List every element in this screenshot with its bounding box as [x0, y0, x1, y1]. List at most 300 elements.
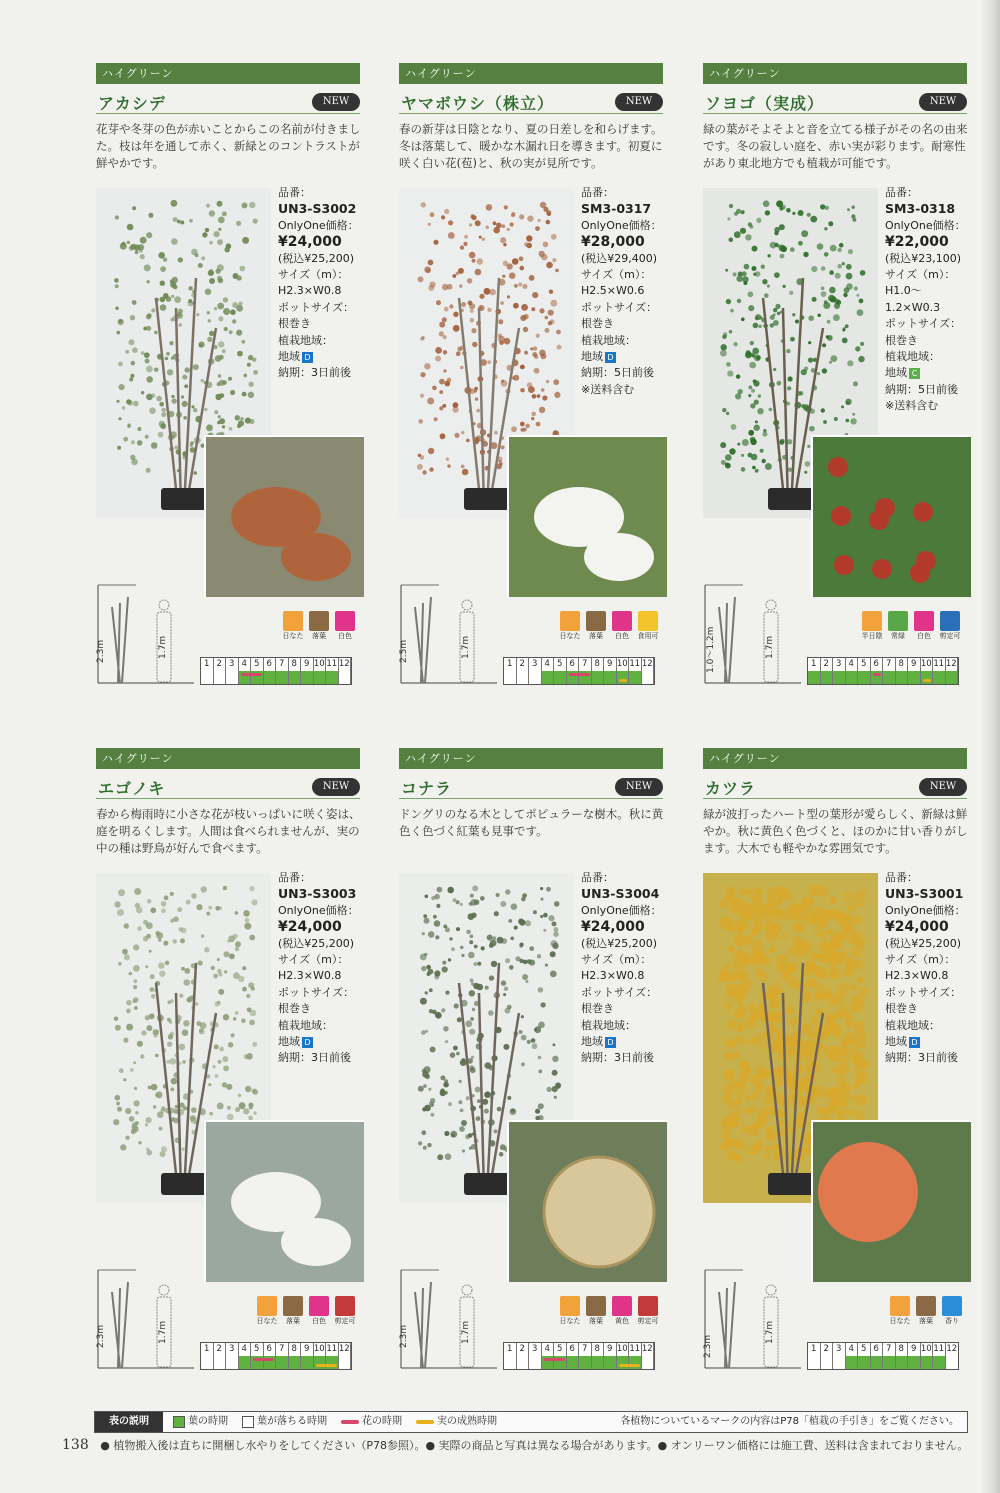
- month-cell: [226, 658, 239, 684]
- month-cell: [339, 1343, 352, 1369]
- month-number: 1: [504, 658, 516, 671]
- legend-label: 実の成熟時期: [437, 1416, 497, 1427]
- zone-prefix: 地域: [278, 350, 300, 364]
- month-number: 5: [554, 658, 566, 671]
- flower-period-bar: [569, 673, 590, 676]
- month-cell: [629, 658, 642, 684]
- feature-icon-caption: 落葉: [589, 632, 603, 640]
- size-label: サイズ（m）：: [581, 268, 652, 282]
- month-number: 12: [945, 659, 957, 669]
- month-calendar: [807, 657, 959, 685]
- month-calendar: [503, 657, 655, 685]
- month-calendar: [200, 1342, 352, 1370]
- leaf-period-fill: [567, 1356, 579, 1369]
- zone-badge: D: [909, 1037, 920, 1048]
- divider: [96, 113, 360, 114]
- delivery-row: [581, 365, 671, 381]
- legend-item: [341, 1412, 402, 1432]
- month-cell: [201, 1343, 214, 1369]
- leaf-period-fill: [517, 671, 529, 684]
- zone-prefix: 地域: [278, 1035, 300, 1049]
- product-name: カツラ: [705, 779, 757, 798]
- leaf-period-fill: [908, 1356, 920, 1369]
- leaf-period-fill: [883, 671, 895, 684]
- zone-label: 植栽地域：: [581, 1018, 636, 1032]
- feature-icon-caption: 剪定可: [939, 632, 961, 640]
- month-number: 12: [641, 1344, 653, 1354]
- month-number: 12: [338, 1344, 350, 1354]
- feature-icon-cell: [308, 611, 330, 651]
- product-price: ¥24,000: [278, 234, 342, 251]
- leaf-period-fill: [529, 671, 541, 684]
- product-price: ¥24,000: [278, 919, 342, 936]
- legend-swatch: [173, 1416, 185, 1428]
- product-price: ¥28,000: [581, 234, 645, 251]
- zone-label: 植栽地域：: [885, 350, 940, 364]
- leaf-period-fill: [226, 1356, 238, 1369]
- month-number: 5: [858, 1343, 870, 1356]
- zone-badge: D: [605, 1037, 616, 1048]
- code-label: 品番：: [885, 871, 918, 884]
- leaf-period-fill: [239, 1356, 251, 1369]
- leaf-period-fill: [592, 1356, 604, 1369]
- product-code: SM3-0318: [885, 201, 956, 217]
- legend-note: 各植物についているマークの内容はP78「植栽の手引き」をご覧ください。: [620, 1416, 959, 1427]
- height-scale: [399, 583, 499, 688]
- product-card: [399, 63, 667, 703]
- product-size: H2.5×W0.6: [581, 284, 645, 298]
- detail-photo: [811, 1120, 971, 1282]
- footer-notes: ● 植物搬入後は直ちに開梱し水やりをしてください（P78参照）。● 実際の商品と写真は異なる場合があります。● オンリーワン価格には施工費、送料は含まれておりません。: [100, 1439, 969, 1452]
- month-number: 11: [629, 1344, 641, 1354]
- month-number: 4: [239, 658, 251, 671]
- month-number: 8: [592, 1343, 604, 1356]
- month-cell: [264, 1343, 277, 1369]
- tree-height-label: 2.3m: [399, 1324, 409, 1348]
- leaf-period-fill: [821, 671, 833, 684]
- zone-prefix: 地域: [581, 1035, 603, 1049]
- month-number: 5: [554, 1343, 566, 1356]
- leaf-period-fill: [946, 1356, 959, 1369]
- leaf-period-fill: [314, 1356, 326, 1369]
- legend-label: 葉の時期: [188, 1416, 228, 1427]
- new-badge: NEW: [919, 93, 967, 111]
- flower-icon: [335, 611, 355, 631]
- month-cell: [301, 1343, 314, 1369]
- zone-badge: D: [605, 352, 616, 363]
- delivery-value: 5日前後: [614, 366, 654, 380]
- size-label: サイズ（m）：: [885, 268, 956, 282]
- month-number: 9: [604, 658, 616, 671]
- month-number: 4: [846, 1343, 858, 1356]
- month-number: 1: [808, 658, 820, 671]
- person-height-label: 1.7m: [158, 635, 168, 659]
- month-number: 4: [239, 1343, 251, 1356]
- month-cell: [933, 1343, 946, 1369]
- legend-title: 表の説明: [95, 1412, 163, 1432]
- legend-swatch: [416, 1420, 434, 1424]
- leaf-period-fill: [629, 671, 641, 684]
- feature-icon-caption: 黄色: [615, 1317, 629, 1325]
- category-bar: ハイグリーン: [96, 63, 360, 84]
- no-pruning-icon: [638, 1296, 658, 1316]
- month-number: 9: [301, 1343, 313, 1356]
- product-code: UN3-S3004: [581, 886, 660, 902]
- edible-fruit-icon: [638, 611, 658, 631]
- feature-icon-cell: [861, 611, 883, 651]
- month-cell: [542, 1343, 555, 1369]
- product-description: 春の新芽は日陰となり、夏の日差しを和らげます。冬は落葉して、暖かな木漏れ日を導きます。初夏に咲く白い花(苞)と、秋の実が見所です。: [399, 122, 663, 170]
- leaf-period-fill: [214, 671, 226, 684]
- month-number: 6: [567, 658, 579, 671]
- leaf-period-fill: [896, 671, 908, 684]
- divider: [96, 798, 360, 799]
- month-cell: [276, 1343, 289, 1369]
- legend: [94, 1411, 968, 1433]
- feature-icon-cell: [585, 1296, 607, 1336]
- deciduous-leaf-icon: [916, 1296, 936, 1316]
- month-number: 1: [201, 1343, 213, 1356]
- evergreen-leaf-icon: [888, 611, 908, 631]
- category-bar: ハイグリーン: [703, 63, 967, 84]
- height-scale: [96, 583, 196, 688]
- month-number: 3: [833, 658, 845, 671]
- product-info: [581, 870, 671, 1067]
- price-label: OnlyOne価格：: [581, 218, 662, 232]
- month-number: 2: [517, 658, 529, 671]
- month-cell: [858, 658, 871, 684]
- delivery-value: 3日前後: [918, 1051, 958, 1065]
- leaf-period-fill: [933, 671, 945, 684]
- month-number: 3: [226, 1343, 238, 1356]
- zone-badge: C: [909, 368, 920, 379]
- leaf-period-fill: [921, 1356, 933, 1369]
- month-cell: [833, 658, 846, 684]
- month-cell: [326, 658, 339, 684]
- month-cell: [642, 658, 655, 684]
- month-cell: [567, 658, 580, 684]
- feature-icon-cell: [637, 1296, 659, 1336]
- month-cell: [289, 658, 302, 684]
- feature-icon-cell: [887, 611, 909, 651]
- leaf-period-fill: [821, 1356, 833, 1369]
- price-tax: (税込¥25,200): [581, 936, 658, 950]
- product-name: エゴノキ: [98, 779, 166, 798]
- leaf-period-fill: [642, 671, 654, 684]
- code-label: 品番：: [278, 186, 311, 199]
- feature-icon-caption: 食用可: [637, 632, 659, 640]
- delivery-row: [278, 1050, 368, 1066]
- feature-icons: [559, 1296, 659, 1336]
- product-name: ヤマボウシ（株立）: [401, 94, 555, 113]
- feature-icon-cell: [282, 1296, 304, 1336]
- month-number: 12: [946, 1344, 958, 1354]
- leaf-period-fill: [604, 671, 616, 684]
- month-number: 6: [871, 658, 883, 671]
- month-number: 10: [616, 659, 628, 669]
- zone-prefix: 地域: [885, 366, 907, 380]
- month-number: 10: [920, 659, 932, 669]
- leaf-period-fill: [808, 1356, 820, 1369]
- month-number: 3: [226, 658, 238, 671]
- feature-icon-caption: 日なた: [559, 1317, 581, 1325]
- price-label: OnlyOne価格：: [885, 218, 966, 232]
- leaf-period-fill: [933, 1356, 945, 1369]
- month-cell: [821, 658, 834, 684]
- month-calendar: [807, 1342, 959, 1370]
- month-number: 2: [821, 1343, 833, 1356]
- month-cell: [504, 1343, 517, 1369]
- zone-row: [278, 349, 368, 365]
- month-cell: [871, 1343, 884, 1369]
- month-cell: [314, 658, 327, 684]
- month-number: 8: [289, 658, 301, 671]
- flower-icon: [612, 1296, 632, 1316]
- zone-row: [581, 1034, 671, 1050]
- deciduous-leaf-icon: [309, 611, 329, 631]
- month-number: 9: [301, 658, 313, 671]
- month-number: 9: [908, 658, 920, 671]
- month-number: 3: [529, 658, 541, 671]
- month-number: 1: [504, 1343, 516, 1356]
- month-cell: [871, 658, 884, 684]
- feature-icon-caption: 白色: [338, 632, 352, 640]
- no-pruning-icon: [940, 611, 960, 631]
- month-cell: [808, 1343, 821, 1369]
- leaf-period-fill: [517, 1356, 529, 1369]
- month-cell: [833, 1343, 846, 1369]
- sun-icon: [283, 611, 303, 631]
- month-number: 7: [276, 658, 288, 671]
- month-number: 12: [641, 659, 653, 669]
- extra-note: ※送料含む: [581, 382, 635, 396]
- new-badge: NEW: [312, 778, 360, 796]
- product-size: H1.0〜1.2×W0.3: [885, 284, 941, 314]
- month-number: 11: [933, 659, 945, 669]
- leaf-period-fill: [201, 671, 213, 684]
- feature-icon-cell: [334, 1296, 356, 1336]
- leaf-period-fill: [326, 1356, 338, 1369]
- leaf-period-fill: [276, 1356, 288, 1369]
- month-cell: [592, 658, 605, 684]
- month-cell: [214, 1343, 227, 1369]
- month-cell: [554, 1343, 567, 1369]
- month-cell: [504, 658, 517, 684]
- delivery-value: 3日前後: [311, 1051, 351, 1065]
- leaf-period-fill: [289, 671, 301, 684]
- code-label: 品番：: [278, 871, 311, 884]
- product-info: [885, 870, 975, 1067]
- leaf-period-fill: [908, 671, 920, 684]
- feature-icon-caption: 日なた: [889, 1317, 911, 1325]
- feature-icon-cell: [889, 1296, 911, 1336]
- new-badge: NEW: [312, 93, 360, 111]
- leaf-period-fill: [883, 1356, 895, 1369]
- month-cell: [276, 658, 289, 684]
- leaf-period-fill: [604, 1356, 616, 1369]
- zone-prefix: 地域: [581, 350, 603, 364]
- delivery-label: 納期：: [278, 366, 311, 380]
- feature-icon-caption: 落葉: [286, 1317, 300, 1325]
- feature-icon-caption: 日なた: [256, 1317, 278, 1325]
- month-number: 7: [883, 658, 895, 671]
- detail-photo: [507, 435, 667, 597]
- feature-icon-caption: 香り: [945, 1317, 959, 1325]
- product-pot: 根巻き: [581, 1002, 614, 1016]
- feature-icon-cell: [585, 611, 607, 651]
- new-badge: NEW: [919, 778, 967, 796]
- month-number: 6: [264, 1343, 276, 1356]
- month-cell: [933, 658, 946, 684]
- delivery-row: [885, 382, 975, 398]
- product-card: [399, 748, 667, 1388]
- product-price: ¥24,000: [885, 919, 949, 936]
- month-number: 12: [338, 659, 350, 669]
- feature-icon-caption: 落葉: [589, 1317, 603, 1325]
- page-edge: [978, 0, 1000, 1493]
- month-cell: [858, 1343, 871, 1369]
- flower-period-bar: [544, 1358, 565, 1361]
- product-card: [96, 63, 364, 703]
- month-number: 11: [326, 1344, 338, 1354]
- month-number: 2: [214, 1343, 226, 1356]
- product-code: UN3-S3003: [278, 886, 357, 902]
- price-label: OnlyOne価格：: [581, 903, 662, 917]
- deciduous-leaf-icon: [586, 1296, 606, 1316]
- product-info: [581, 185, 671, 398]
- legend-swatch: [242, 1416, 254, 1428]
- size-label: サイズ（m）：: [885, 953, 956, 967]
- legend-label: 花の時期: [362, 1416, 402, 1427]
- product-code: SM3-0317: [581, 201, 652, 217]
- person-height-label: 1.7m: [461, 1320, 471, 1344]
- month-cell: [946, 658, 959, 684]
- month-cell: [529, 1343, 542, 1369]
- leaf-period-fill: [542, 671, 554, 684]
- price-label: OnlyOne価格：: [885, 903, 966, 917]
- leaf-period-fill: [504, 671, 516, 684]
- deciduous-leaf-icon: [283, 1296, 303, 1316]
- category-bar: ハイグリーン: [96, 748, 360, 769]
- month-cell: [579, 658, 592, 684]
- zone-row: [278, 1034, 368, 1050]
- zone-row: [885, 1034, 975, 1050]
- divider: [399, 113, 663, 114]
- month-cell: [567, 1343, 580, 1369]
- detail-photo: [507, 1120, 667, 1282]
- leaf-period-fill: [617, 1356, 629, 1369]
- month-cell: [251, 1343, 264, 1369]
- leaf-period-fill: [642, 1356, 654, 1369]
- price-tax: (税込¥23,100): [885, 251, 962, 265]
- leaf-period-fill: [833, 1356, 845, 1369]
- product-description: 花芽や冬芽の色が赤いことからこの名前が付きました。枝は年を通して赤く、新緑とのコントラストが鮮やかです。: [96, 122, 361, 170]
- month-cell: [529, 658, 542, 684]
- feature-icon-cell: [308, 1296, 330, 1336]
- product-size: H2.3×W0.8: [278, 284, 342, 298]
- month-number: 1: [808, 1343, 820, 1356]
- leaf-period-fill: [326, 671, 338, 684]
- product-pot: 根巻き: [581, 317, 614, 331]
- month-number: 6: [264, 658, 276, 671]
- size-label: サイズ（m）：: [278, 268, 349, 282]
- legend-item: [242, 1412, 327, 1432]
- leaf-period-fill: [214, 1356, 226, 1369]
- product-card: [703, 748, 971, 1388]
- leaf-period-fill: [276, 671, 288, 684]
- feature-icon-caption: 日なた: [282, 632, 304, 640]
- sun-icon: [257, 1296, 277, 1316]
- month-number: 1: [201, 658, 213, 671]
- month-number: 11: [326, 659, 338, 669]
- product-description: ドングリのなる木としてポピュラーな樹木。秋に黄色く色づく紅葉も見事です。: [399, 807, 664, 838]
- sun-icon: [890, 1296, 910, 1316]
- month-cell: [883, 658, 896, 684]
- leaf-period-fill: [339, 1356, 351, 1369]
- fruit-period-bar: [619, 679, 628, 682]
- month-number: 6: [871, 1343, 883, 1356]
- month-cell: [604, 1343, 617, 1369]
- zone-prefix: 地域: [885, 1035, 907, 1049]
- pot-label: ポットサイズ：: [581, 300, 658, 314]
- product-size: H2.3×W0.8: [581, 969, 645, 983]
- month-cell: [642, 1343, 655, 1369]
- product-card: [96, 748, 364, 1388]
- month-number: 3: [529, 1343, 541, 1356]
- month-cell: [908, 658, 921, 684]
- feature-icon-caption: 落葉: [312, 632, 326, 640]
- product-info: [885, 185, 975, 415]
- month-calendar: [200, 657, 352, 685]
- pot-label: ポットサイズ：: [581, 985, 658, 999]
- size-label: サイズ（m）：: [581, 953, 652, 967]
- leaf-period-fill: [264, 671, 276, 684]
- month-number: 4: [542, 1343, 554, 1356]
- month-cell: [821, 1343, 834, 1369]
- leaf-period-fill: [554, 671, 566, 684]
- leaf-period-fill: [858, 1356, 870, 1369]
- price-tax: (税込¥25,200): [278, 251, 355, 265]
- month-number: 11: [629, 659, 641, 669]
- zone-label: 植栽地域：: [581, 333, 636, 347]
- zone-row: [885, 365, 975, 381]
- feature-icon-cell: [611, 611, 633, 651]
- tree-height-label: 2.3m: [703, 1334, 713, 1358]
- price-tax: (税込¥25,200): [885, 936, 962, 950]
- product-name: ソヨゴ（実成）: [705, 94, 825, 113]
- month-cell: [201, 658, 214, 684]
- pot-label: ポットサイズ：: [885, 985, 962, 999]
- month-number: 8: [592, 658, 604, 671]
- leaf-period-fill: [846, 671, 858, 684]
- no-pruning-icon: [335, 1296, 355, 1316]
- feature-icon-caption: 常緑: [891, 632, 905, 640]
- feature-icons: [256, 1296, 356, 1336]
- month-cell: [592, 1343, 605, 1369]
- feature-icons: [861, 611, 961, 651]
- leaf-period-fill: [858, 671, 870, 684]
- month-number: 5: [858, 658, 870, 671]
- feature-icon-caption: 剪定可: [637, 1317, 659, 1325]
- product-description: 春から梅雨時に小さな花が枝いっぱいに咲く姿は、庭を明るくします。人間は食べられませんが、実の中の種は野鳥が好んで食べます。: [96, 807, 361, 855]
- price-label: OnlyOne価格：: [278, 903, 359, 917]
- feature-icon-caption: 日なた: [559, 632, 581, 640]
- product-info: [278, 185, 368, 382]
- feature-icon-cell: [282, 611, 304, 651]
- price-label: OnlyOne価格：: [278, 218, 359, 232]
- month-number: 4: [542, 658, 554, 671]
- zone-badge: D: [302, 1037, 313, 1048]
